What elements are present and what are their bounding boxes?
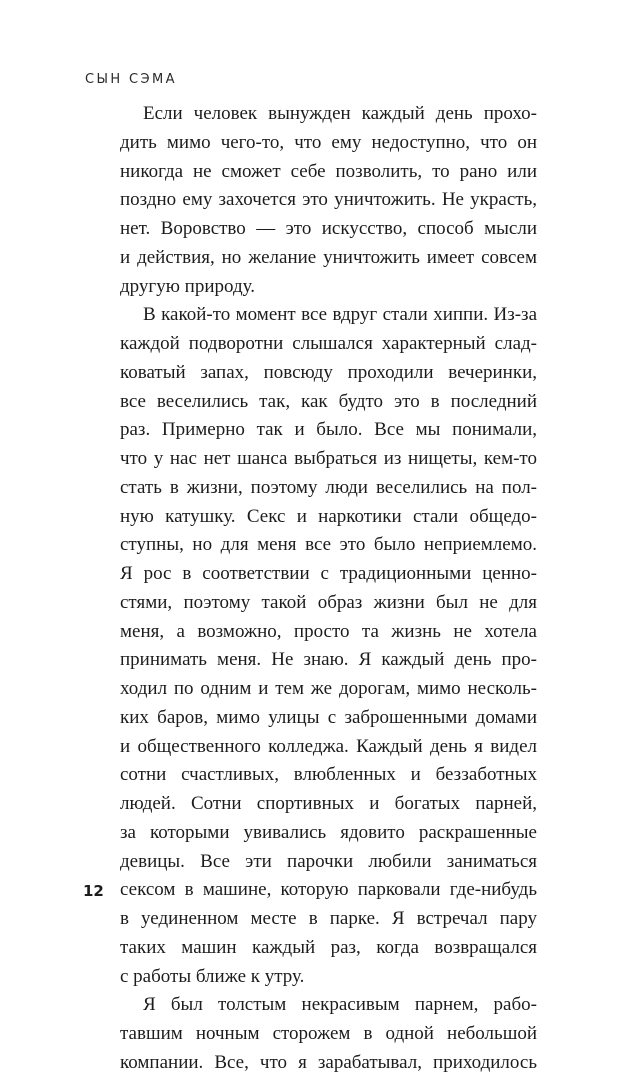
text-line: раз. Примерно так и было. Все мы понимали, xyxy=(120,419,537,441)
text-line: В какой-то момент все вдруг стали хиппи. Из-за xyxy=(143,304,537,326)
text-line: ступны, но для меня все это было неприемлемо. xyxy=(120,534,537,556)
running-head: СЫН СЭМА xyxy=(85,72,177,87)
text-line: стать в жизни, поэтому люди веселились на пол- xyxy=(120,476,537,498)
body-text xyxy=(120,100,537,1078)
text-line: стями, поэтому такой образ жизни был не для xyxy=(120,591,537,613)
text-line: каждой подворотни слышался характерный слад- xyxy=(120,333,537,354)
text-line: с работы ближе к утру. xyxy=(120,965,305,987)
text-line: тавшим ночным сторожем в одной небольшой xyxy=(120,1023,537,1044)
text-line: Я был толстым некрасивым парнем, рабо- xyxy=(143,994,537,1016)
text-line: все веселились так, как будто это в последний xyxy=(120,390,537,412)
text-line: ких баров, мимо улицы с заброшенными домами xyxy=(120,706,537,728)
text-line: сексом в машине, которую парковали где-нибудь xyxy=(120,879,537,901)
text-line: девицы. Все эти парочки любили заниматься xyxy=(120,850,537,872)
text-line: в уединенном месте в парке. Я встречал пару xyxy=(120,908,537,929)
text-line: что у нас нет шанса выбраться из нищеты, кем-то xyxy=(120,448,537,469)
text-line: принимать меня. Не знаю. Я каждый день про- xyxy=(120,649,537,671)
text-line: коватый запах, повсюду проходили вечеринки, xyxy=(120,361,537,383)
text-line: ную катушку. Секс и наркотики стали общедо- xyxy=(120,505,537,527)
text-line: людей. Сотни спортивных и богатых парней, xyxy=(120,793,537,814)
text-line: другую природу. xyxy=(120,275,255,297)
text-line: компании. Все, что я зарабатывал, приходилось xyxy=(120,1051,537,1073)
text-line: ходил по одним и тем же дорогам, мимо несколь- xyxy=(120,678,537,699)
text-line: нет. Воровство — это искусство, способ мысли xyxy=(120,218,537,239)
text-line: никогда не сможет себе позволить, то рано или xyxy=(120,160,537,182)
text-line: таких машин каждый раз, когда возвращался xyxy=(120,936,537,958)
text-line: и общественного колледжа. Каждый день я видел xyxy=(120,735,537,757)
text-line: сотни счастливых, влюбленных и беззаботных xyxy=(120,764,537,786)
text-line: за которыми увивались ядовито раскрашенные xyxy=(120,821,537,843)
text-line: и действия, но желание уничтожить имеет совсем xyxy=(120,246,537,268)
page-number: 12 xyxy=(83,882,104,900)
text-line: дить мимо чего-то, что ему недоступно, что он xyxy=(120,131,537,153)
text-line: меня, а возможно, просто та жизнь не хотела xyxy=(120,620,537,642)
text-line: Я рос в соответствии с традиционными ценно- xyxy=(120,563,537,584)
text-line: Если человек вынужден каждый день прохо- xyxy=(143,103,537,124)
text-line: поздно ему захочется это уничтожить. Не украсть, xyxy=(120,189,537,211)
